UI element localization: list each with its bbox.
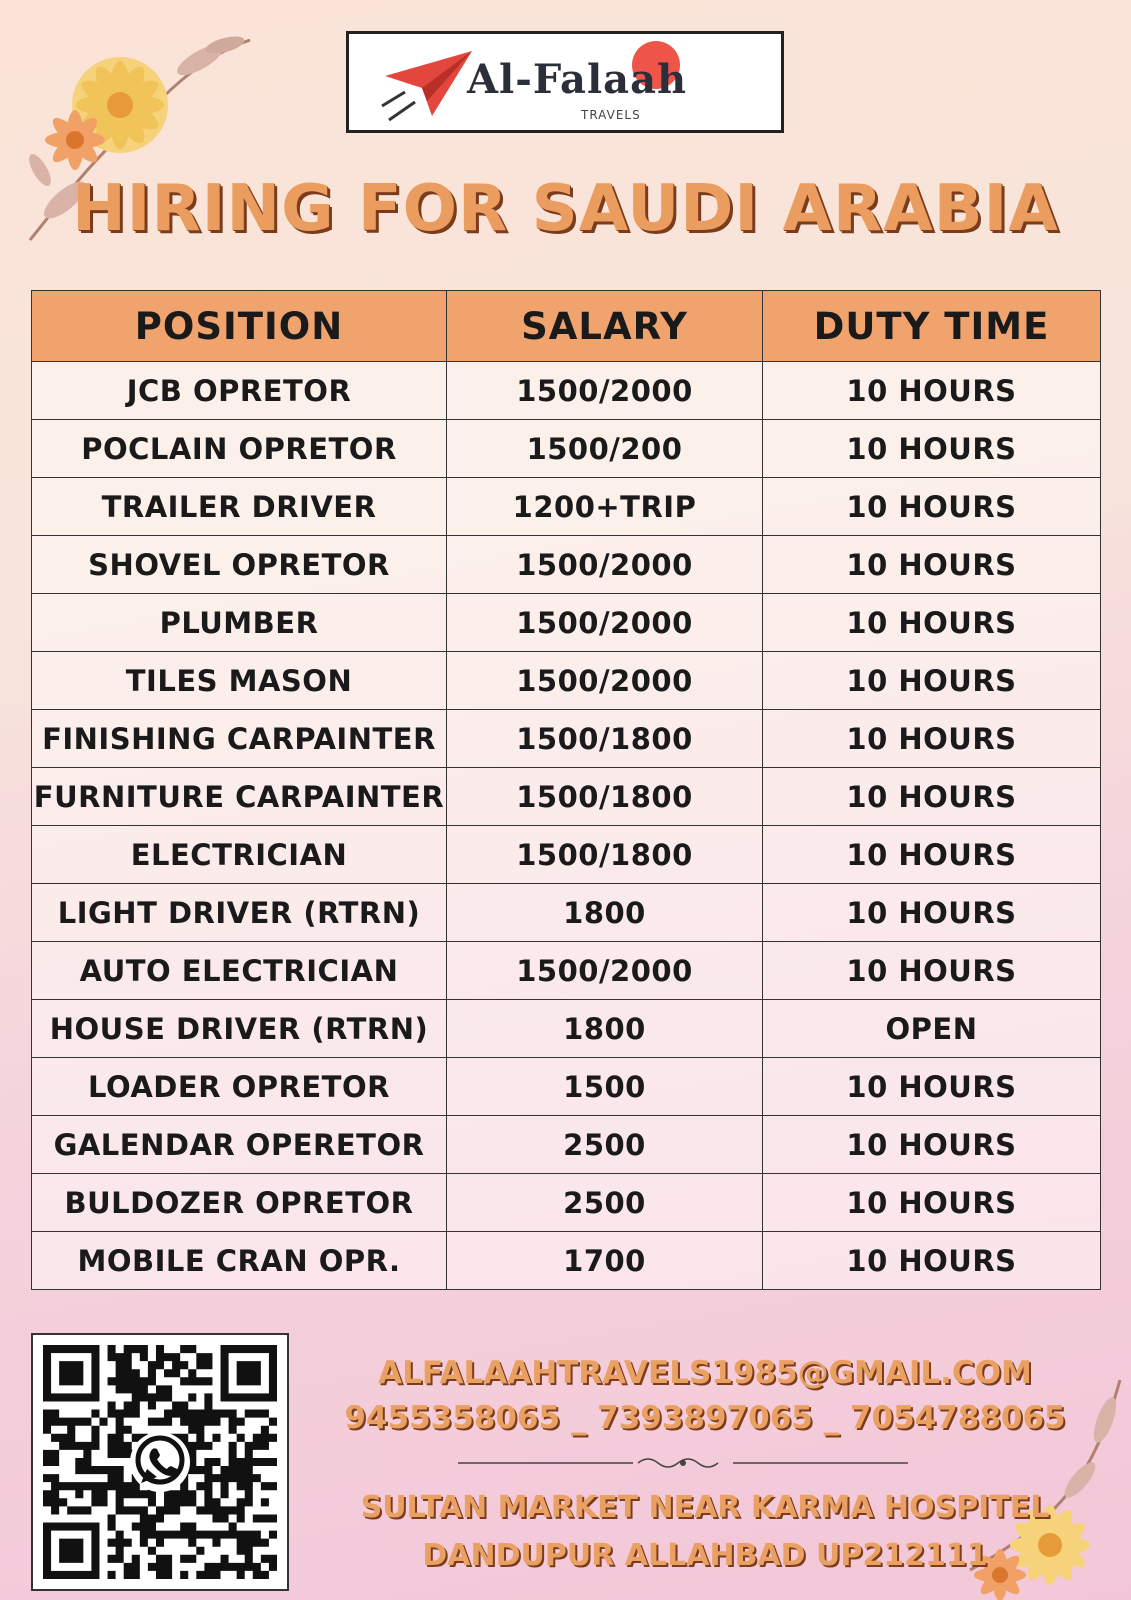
table-row [32, 652, 1101, 710]
table-row [32, 1232, 1101, 1290]
ornamental-divider [458, 1453, 908, 1473]
salary-cell: 1200+TRIP [447, 478, 763, 536]
salary-cell: 1500/1800 [447, 826, 763, 884]
position-cell: GALENDAR OPERETOR [32, 1116, 447, 1174]
duty-time-cell: 10 HOURS [763, 1116, 1101, 1174]
table-row [32, 1000, 1101, 1058]
table-row [32, 478, 1101, 536]
salary-cell: 1500/2000 [447, 594, 763, 652]
jobs-table [31, 290, 1101, 1290]
table-row [32, 594, 1101, 652]
duty-time-cell: 10 HOURS [763, 826, 1101, 884]
salary-cell: 1700 [447, 1232, 763, 1290]
table-row [32, 942, 1101, 1000]
duty-time-cell: 10 HOURS [763, 710, 1101, 768]
duty-time-cell: 10 HOURS [763, 478, 1101, 536]
salary-cell: 1500/1800 [447, 768, 763, 826]
table-row [32, 710, 1101, 768]
qr-code [31, 1333, 289, 1591]
duty-time-cell: 10 HOURS [763, 942, 1101, 1000]
table-row [32, 1116, 1101, 1174]
salary-cell: 2500 [447, 1116, 763, 1174]
contact-phones: 9455358065 _ 7393897065 _ 7054788065 [344, 1400, 1066, 1436]
qr-code-icon [33, 1335, 287, 1589]
logo-tagline: TRAVELS [581, 108, 641, 122]
salary-cell: 1800 [447, 884, 763, 942]
salary-cell: 1500/2000 [447, 942, 763, 1000]
duty-time-cell: 10 HOURS [763, 1232, 1101, 1290]
duty-time-cell: 10 HOURS [763, 884, 1101, 942]
position-cell: FINISHING CARPAINTER [32, 710, 447, 768]
position-cell: SHOVEL OPRETOR [32, 536, 447, 594]
salary-cell: 1500 [447, 1058, 763, 1116]
duty-time-cell: 10 HOURS [763, 420, 1101, 478]
logo-name: Al-Falaah [467, 56, 688, 103]
duty-time-cell: 10 HOURS [763, 362, 1101, 420]
address-line-2: DANDUPUR ALLAHBAD UP212111 [422, 1538, 988, 1573]
salary-cell: 1500/2000 [447, 362, 763, 420]
table-row [32, 362, 1101, 420]
paper-plane-icon [377, 46, 477, 126]
duty-time-cell: 10 HOURS [763, 1174, 1101, 1232]
table-row [32, 1058, 1101, 1116]
table-row [32, 1174, 1101, 1232]
position-cell: BULDOZER OPRETOR [32, 1174, 447, 1232]
salary-cell: 1800 [447, 1000, 763, 1058]
contact-email: ALFALAAHTRAVELS1985@GMAIL.COM [378, 1355, 1032, 1391]
address-line-1: SULTAN MARKET NEAR KARMA HOSPITEL [360, 1490, 1050, 1525]
whatsapp-icon [130, 1432, 190, 1492]
position-cell: TRAILER DRIVER [32, 478, 447, 536]
position-cell: POCLAIN OPRETOR [32, 420, 447, 478]
position-cell: TILES MASON [32, 652, 447, 710]
header-salary: SALARY [447, 291, 763, 362]
table-row [32, 420, 1101, 478]
salary-cell: 1500/200 [447, 420, 763, 478]
table-row [32, 884, 1101, 942]
duty-time-cell: 10 HOURS [763, 594, 1101, 652]
table-row [32, 536, 1101, 594]
salary-cell: 1500/2000 [447, 652, 763, 710]
salary-cell: 2500 [447, 1174, 763, 1232]
duty-time-cell: 10 HOURS [763, 652, 1101, 710]
position-cell: HOUSE DRIVER (RTRN) [32, 1000, 447, 1058]
table-header-row [32, 291, 1101, 362]
position-cell: JCB OPRETOR [32, 362, 447, 420]
position-cell: MOBILE CRAN OPR. [32, 1232, 447, 1290]
position-cell: LOADER OPRETOR [32, 1058, 447, 1116]
position-cell: ELECTRICIAN [32, 826, 447, 884]
page-title: HIRING FOR SAUDI ARABIA [72, 172, 1059, 246]
duty-time-cell: OPEN [763, 1000, 1101, 1058]
position-cell: AUTO ELECTRICIAN [32, 942, 447, 1000]
duty-time-cell: 10 HOURS [763, 536, 1101, 594]
header-position: POSITION [32, 291, 447, 362]
company-logo [346, 31, 784, 133]
position-cell: PLUMBER [32, 594, 447, 652]
position-cell: LIGHT DRIVER (RTRN) [32, 884, 447, 942]
header-duty-time: DUTY TIME [763, 291, 1101, 362]
salary-cell: 1500/1800 [447, 710, 763, 768]
table-row [32, 826, 1101, 884]
table-row [32, 768, 1101, 826]
salary-cell: 1500/2000 [447, 536, 763, 594]
position-cell: FURNITURE CARPAINTER [32, 768, 447, 826]
duty-time-cell: 10 HOURS [763, 768, 1101, 826]
duty-time-cell: 10 HOURS [763, 1058, 1101, 1116]
